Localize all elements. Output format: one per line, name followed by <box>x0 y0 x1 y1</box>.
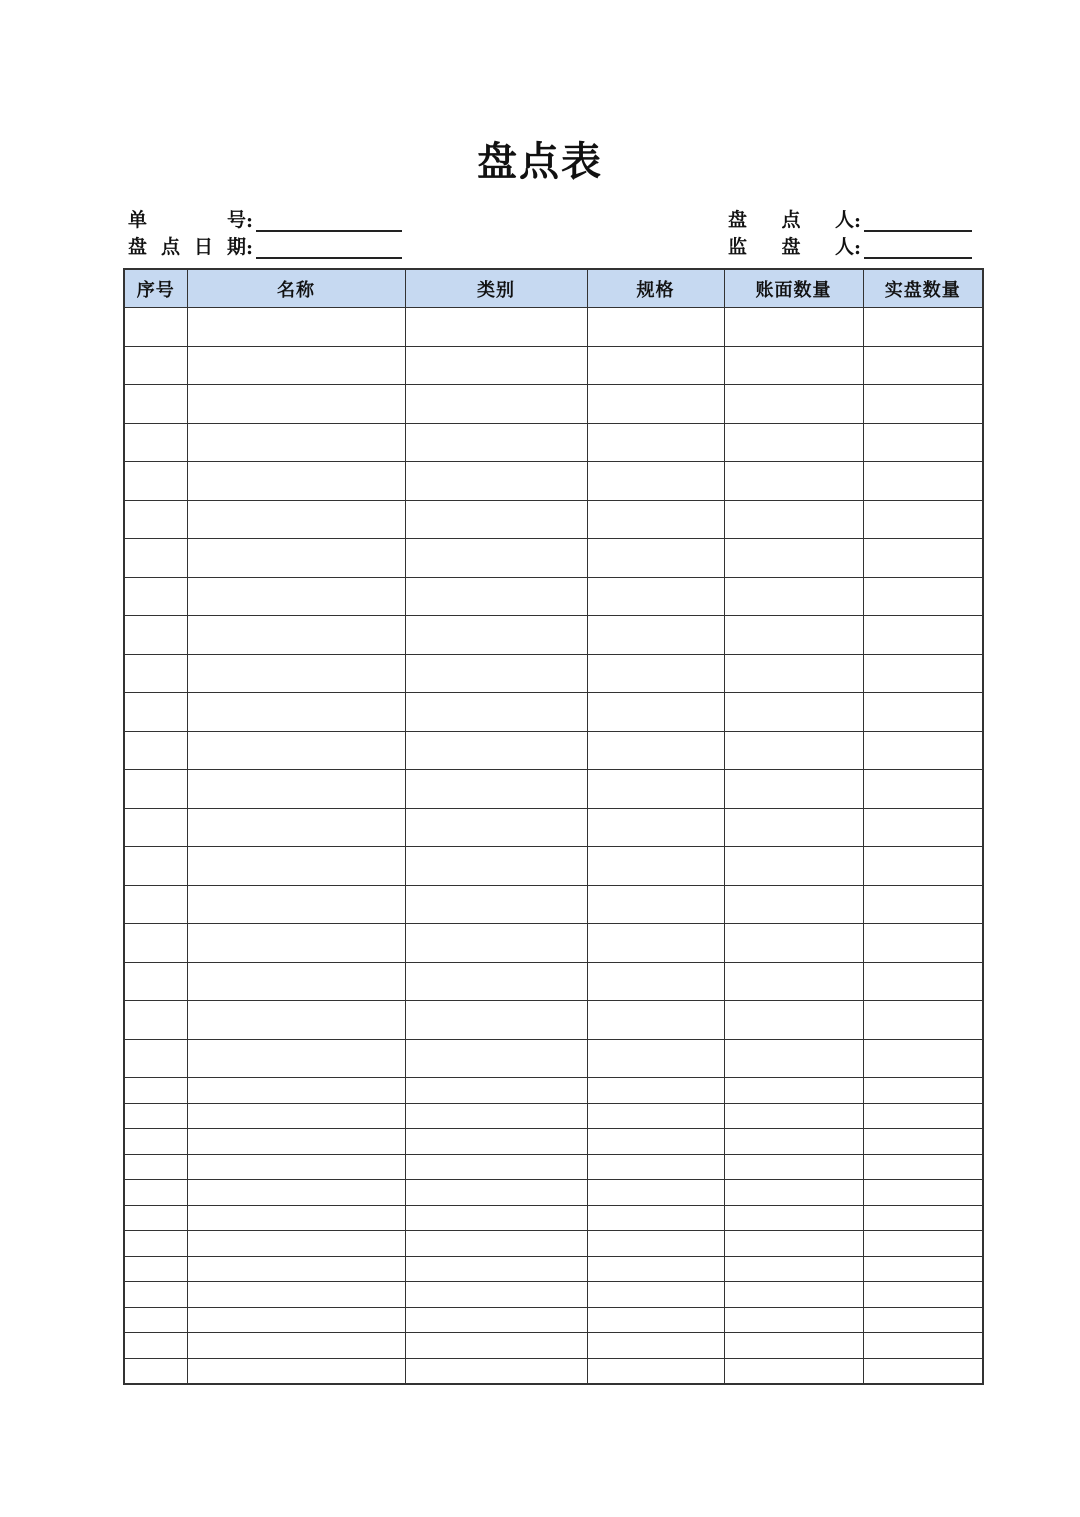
cell-serial-number[interactable] <box>124 462 187 501</box>
cell-name[interactable] <box>187 808 405 847</box>
cell-name[interactable] <box>187 1129 405 1155</box>
cell-name[interactable] <box>187 1180 405 1206</box>
cell-specification[interactable] <box>587 1205 724 1231</box>
cell-specification[interactable] <box>587 1001 724 1040</box>
cell-name[interactable] <box>187 1256 405 1282</box>
cell-actual-quantity[interactable] <box>863 847 983 886</box>
cell-name[interactable] <box>187 1358 405 1384</box>
table-row <box>124 731 983 770</box>
supervisor-blank[interactable] <box>864 233 972 259</box>
cell-book-quantity[interactable] <box>724 423 863 462</box>
cell-specification[interactable] <box>587 1307 724 1333</box>
table-row <box>124 808 983 847</box>
cell-book-quantity[interactable] <box>724 731 863 770</box>
cell-actual-quantity[interactable] <box>863 385 983 424</box>
cell-name[interactable] <box>187 577 405 616</box>
cell-category[interactable] <box>405 1001 587 1040</box>
cell-book-quantity[interactable] <box>724 1078 863 1104</box>
cell-category[interactable] <box>405 962 587 1001</box>
cell-category[interactable] <box>405 1358 587 1384</box>
cell-serial-number[interactable] <box>124 1282 187 1308</box>
counter-colon: : <box>854 210 862 232</box>
cell-name[interactable] <box>187 308 405 347</box>
cell-specification[interactable] <box>587 770 724 809</box>
cell-name[interactable] <box>187 1001 405 1040</box>
header-name: 名称 <box>187 269 405 308</box>
table-row <box>124 1180 983 1206</box>
cell-serial-number[interactable] <box>124 1154 187 1180</box>
cell-book-quantity[interactable] <box>724 1103 863 1129</box>
cell-book-quantity[interactable] <box>724 346 863 385</box>
cell-specification[interactable] <box>587 462 724 501</box>
cell-book-quantity[interactable] <box>724 500 863 539</box>
cell-serial-number[interactable] <box>124 1307 187 1333</box>
cell-serial-number[interactable] <box>124 1205 187 1231</box>
cell-name[interactable] <box>187 1231 405 1257</box>
cell-specification[interactable] <box>587 346 724 385</box>
cell-name[interactable] <box>187 1154 405 1180</box>
header-serial-number: 序号 <box>124 269 187 308</box>
cell-name[interactable] <box>187 1282 405 1308</box>
cell-book-quantity[interactable] <box>724 1129 863 1155</box>
table-row <box>124 847 983 886</box>
cell-actual-quantity[interactable] <box>863 1180 983 1206</box>
cell-serial-number[interactable] <box>124 616 187 655</box>
cell-specification[interactable] <box>587 423 724 462</box>
cell-book-quantity[interactable] <box>724 1001 863 1040</box>
cell-actual-quantity[interactable] <box>863 1307 983 1333</box>
cell-serial-number[interactable] <box>124 539 187 578</box>
cell-category[interactable] <box>405 1282 587 1308</box>
cell-serial-number[interactable] <box>124 1358 187 1384</box>
header-actual-quantity: 实盘数量 <box>863 269 983 308</box>
cell-serial-number[interactable] <box>124 423 187 462</box>
cell-book-quantity[interactable] <box>724 808 863 847</box>
cell-serial-number[interactable] <box>124 654 187 693</box>
cell-actual-quantity[interactable] <box>863 1333 983 1359</box>
cell-specification[interactable] <box>587 577 724 616</box>
table-row <box>124 1154 983 1180</box>
cell-actual-quantity[interactable] <box>863 346 983 385</box>
cell-actual-quantity[interactable] <box>863 1078 983 1104</box>
cell-serial-number[interactable] <box>124 308 187 347</box>
cell-book-quantity[interactable] <box>724 924 863 963</box>
table-row <box>124 1358 983 1384</box>
cell-serial-number[interactable] <box>124 577 187 616</box>
cell-specification[interactable] <box>587 1129 724 1155</box>
cell-book-quantity[interactable] <box>724 770 863 809</box>
cell-book-quantity[interactable] <box>724 308 863 347</box>
cell-category[interactable] <box>405 462 587 501</box>
table-row <box>124 1231 983 1257</box>
cell-specification[interactable] <box>587 1154 724 1180</box>
cell-name[interactable] <box>187 731 405 770</box>
cell-serial-number[interactable] <box>124 500 187 539</box>
cell-book-quantity[interactable] <box>724 1307 863 1333</box>
cell-book-quantity[interactable] <box>724 847 863 886</box>
table-row <box>124 885 983 924</box>
cell-book-quantity[interactable] <box>724 385 863 424</box>
counter-blank[interactable] <box>864 206 972 232</box>
cell-serial-number[interactable] <box>124 924 187 963</box>
cell-specification[interactable] <box>587 616 724 655</box>
cell-name[interactable] <box>187 770 405 809</box>
cell-specification[interactable] <box>587 731 724 770</box>
count-date-colon: : <box>246 237 254 259</box>
cell-specification[interactable] <box>587 308 724 347</box>
cell-specification[interactable] <box>587 539 724 578</box>
cell-name[interactable] <box>187 385 405 424</box>
cell-name[interactable] <box>187 1078 405 1104</box>
cell-actual-quantity[interactable] <box>863 1205 983 1231</box>
cell-specification[interactable] <box>587 1039 724 1078</box>
cell-specification[interactable] <box>587 885 724 924</box>
cell-actual-quantity[interactable] <box>863 308 983 347</box>
cell-book-quantity[interactable] <box>724 1154 863 1180</box>
cell-serial-number[interactable] <box>124 885 187 924</box>
count-date-blank[interactable] <box>256 233 402 259</box>
cell-book-quantity[interactable] <box>724 1358 863 1384</box>
cell-name[interactable] <box>187 1205 405 1231</box>
cell-specification[interactable] <box>587 1231 724 1257</box>
cell-specification[interactable] <box>587 1256 724 1282</box>
cell-actual-quantity[interactable] <box>863 962 983 1001</box>
cell-actual-quantity[interactable] <box>863 1256 983 1282</box>
cell-category[interactable] <box>405 1103 587 1129</box>
cell-name[interactable] <box>187 500 405 539</box>
table-row <box>124 693 983 732</box>
cell-actual-quantity[interactable] <box>863 423 983 462</box>
cell-name[interactable] <box>187 847 405 886</box>
header-specification: 规格 <box>587 269 724 308</box>
cell-category[interactable] <box>405 1078 587 1104</box>
order-number-label: 单 号 <box>128 209 246 231</box>
cell-category[interactable] <box>405 1205 587 1231</box>
cell-actual-quantity[interactable] <box>863 462 983 501</box>
counter-label: 盘 点 人 <box>728 209 854 231</box>
cell-serial-number[interactable] <box>124 1078 187 1104</box>
table-row <box>124 1078 983 1104</box>
cell-serial-number[interactable] <box>124 962 187 1001</box>
cell-specification[interactable] <box>587 1282 724 1308</box>
cell-actual-quantity[interactable] <box>863 654 983 693</box>
cell-serial-number[interactable] <box>124 1103 187 1129</box>
cell-specification[interactable] <box>587 1333 724 1359</box>
cell-actual-quantity[interactable] <box>863 1129 983 1155</box>
cell-specification[interactable] <box>587 1078 724 1104</box>
cell-actual-quantity[interactable] <box>863 731 983 770</box>
cell-category[interactable] <box>405 1129 587 1155</box>
cell-name[interactable] <box>187 1333 405 1359</box>
cell-actual-quantity[interactable] <box>863 1231 983 1257</box>
cell-specification[interactable] <box>587 693 724 732</box>
cell-actual-quantity[interactable] <box>863 577 983 616</box>
cell-specification[interactable] <box>587 1103 724 1129</box>
table-row <box>124 962 983 1001</box>
cell-serial-number[interactable] <box>124 1001 187 1040</box>
counter-field <box>728 206 972 232</box>
cell-serial-number[interactable] <box>124 693 187 732</box>
cell-book-quantity[interactable] <box>724 616 863 655</box>
cell-serial-number[interactable] <box>124 770 187 809</box>
cell-name[interactable] <box>187 539 405 578</box>
inventory-table <box>123 268 984 1385</box>
cell-serial-number[interactable] <box>124 1231 187 1257</box>
cell-book-quantity[interactable] <box>724 462 863 501</box>
cell-specification[interactable] <box>587 847 724 886</box>
cell-category[interactable] <box>405 731 587 770</box>
cell-name[interactable] <box>187 654 405 693</box>
cell-actual-quantity[interactable] <box>863 616 983 655</box>
cell-category[interactable] <box>405 924 587 963</box>
cell-category[interactable] <box>405 308 587 347</box>
cell-category[interactable] <box>405 500 587 539</box>
cell-actual-quantity[interactable] <box>863 1154 983 1180</box>
header-book-quantity: 账面数量 <box>724 269 863 308</box>
cell-category[interactable] <box>405 885 587 924</box>
cell-category[interactable] <box>405 1256 587 1282</box>
cell-category[interactable] <box>405 1154 587 1180</box>
cell-specification[interactable] <box>587 962 724 1001</box>
cell-name[interactable] <box>187 616 405 655</box>
cell-specification[interactable] <box>587 500 724 539</box>
cell-serial-number[interactable] <box>124 847 187 886</box>
cell-name[interactable] <box>187 462 405 501</box>
cell-name[interactable] <box>187 885 405 924</box>
cell-category[interactable] <box>405 770 587 809</box>
header-category: 类别 <box>405 269 587 308</box>
table-row <box>124 1333 983 1359</box>
cell-actual-quantity[interactable] <box>863 885 983 924</box>
table-row <box>124 1103 983 1129</box>
cell-specification[interactable] <box>587 385 724 424</box>
cell-actual-quantity[interactable] <box>863 1358 983 1384</box>
table-row <box>124 423 983 462</box>
cell-actual-quantity[interactable] <box>863 1001 983 1040</box>
table-row <box>124 308 983 347</box>
count-date-label: 盘 点 日 期 <box>128 236 246 258</box>
cell-actual-quantity[interactable] <box>863 808 983 847</box>
cell-category[interactable] <box>405 847 587 886</box>
cell-name[interactable] <box>187 423 405 462</box>
table-row <box>124 616 983 655</box>
cell-name[interactable] <box>187 962 405 1001</box>
cell-serial-number[interactable] <box>124 1180 187 1206</box>
cell-book-quantity[interactable] <box>724 654 863 693</box>
cell-category[interactable] <box>405 423 587 462</box>
page-title: 盘点表 <box>477 138 603 185</box>
cell-category[interactable] <box>405 346 587 385</box>
cell-category[interactable] <box>405 1231 587 1257</box>
table-row <box>124 1307 983 1333</box>
cell-book-quantity[interactable] <box>724 1180 863 1206</box>
order-number-field <box>128 206 402 232</box>
cell-specification[interactable] <box>587 1180 724 1206</box>
cell-book-quantity[interactable] <box>724 539 863 578</box>
supervisor-field <box>728 233 972 259</box>
cell-name[interactable] <box>187 924 405 963</box>
cell-category[interactable] <box>405 1039 587 1078</box>
cell-actual-quantity[interactable] <box>863 539 983 578</box>
table-row <box>124 770 983 809</box>
cell-serial-number[interactable] <box>124 1256 187 1282</box>
cell-category[interactable] <box>405 808 587 847</box>
cell-name[interactable] <box>187 346 405 385</box>
cell-category[interactable] <box>405 385 587 424</box>
order-number-colon: : <box>246 210 254 232</box>
cell-name[interactable] <box>187 1103 405 1129</box>
cell-name[interactable] <box>187 1039 405 1078</box>
table-row <box>124 1256 983 1282</box>
table-row <box>124 539 983 578</box>
cell-serial-number[interactable] <box>124 731 187 770</box>
cell-category[interactable] <box>405 1333 587 1359</box>
table-row <box>124 1039 983 1078</box>
cell-actual-quantity[interactable] <box>863 1282 983 1308</box>
cell-name[interactable] <box>187 693 405 732</box>
supervisor-colon: : <box>854 237 862 259</box>
supervisor-label: 监 盘 人 <box>728 236 854 258</box>
table-row <box>124 500 983 539</box>
cell-category[interactable] <box>405 1180 587 1206</box>
cell-actual-quantity[interactable] <box>863 1039 983 1078</box>
cell-specification[interactable] <box>587 654 724 693</box>
table-row <box>124 1205 983 1231</box>
order-number-blank[interactable] <box>256 206 402 232</box>
cell-book-quantity[interactable] <box>724 577 863 616</box>
cell-name[interactable] <box>187 1307 405 1333</box>
table-row <box>124 654 983 693</box>
table-row <box>124 1129 983 1155</box>
cell-book-quantity[interactable] <box>724 1039 863 1078</box>
cell-serial-number[interactable] <box>124 1129 187 1155</box>
cell-specification[interactable] <box>587 808 724 847</box>
cell-category[interactable] <box>405 616 587 655</box>
cell-serial-number[interactable] <box>124 1333 187 1359</box>
cell-actual-quantity[interactable] <box>863 924 983 963</box>
cell-serial-number[interactable] <box>124 808 187 847</box>
cell-book-quantity[interactable] <box>724 885 863 924</box>
cell-actual-quantity[interactable] <box>863 1103 983 1129</box>
table-row <box>124 1282 983 1308</box>
cell-actual-quantity[interactable] <box>863 693 983 732</box>
table-row <box>124 577 983 616</box>
cell-category[interactable] <box>405 693 587 732</box>
count-date-field <box>128 233 402 259</box>
cell-actual-quantity[interactable] <box>863 770 983 809</box>
cell-book-quantity[interactable] <box>724 1282 863 1308</box>
cell-category[interactable] <box>405 539 587 578</box>
cell-book-quantity[interactable] <box>724 1231 863 1257</box>
cell-specification[interactable] <box>587 1358 724 1384</box>
cell-book-quantity[interactable] <box>724 1333 863 1359</box>
cell-book-quantity[interactable] <box>724 693 863 732</box>
table-row <box>124 1001 983 1040</box>
table-row <box>124 462 983 501</box>
cell-category[interactable] <box>405 1307 587 1333</box>
cell-serial-number[interactable] <box>124 346 187 385</box>
header-row <box>124 269 983 308</box>
cell-book-quantity[interactable] <box>724 962 863 1001</box>
table-row <box>124 346 983 385</box>
cell-category[interactable] <box>405 654 587 693</box>
cell-category[interactable] <box>405 577 587 616</box>
table-row <box>124 924 983 963</box>
table-body <box>124 308 983 1385</box>
cell-book-quantity[interactable] <box>724 1205 863 1231</box>
cell-actual-quantity[interactable] <box>863 500 983 539</box>
cell-specification[interactable] <box>587 924 724 963</box>
cell-serial-number[interactable] <box>124 385 187 424</box>
cell-serial-number[interactable] <box>124 1039 187 1078</box>
table-row <box>124 385 983 424</box>
cell-book-quantity[interactable] <box>724 1256 863 1282</box>
